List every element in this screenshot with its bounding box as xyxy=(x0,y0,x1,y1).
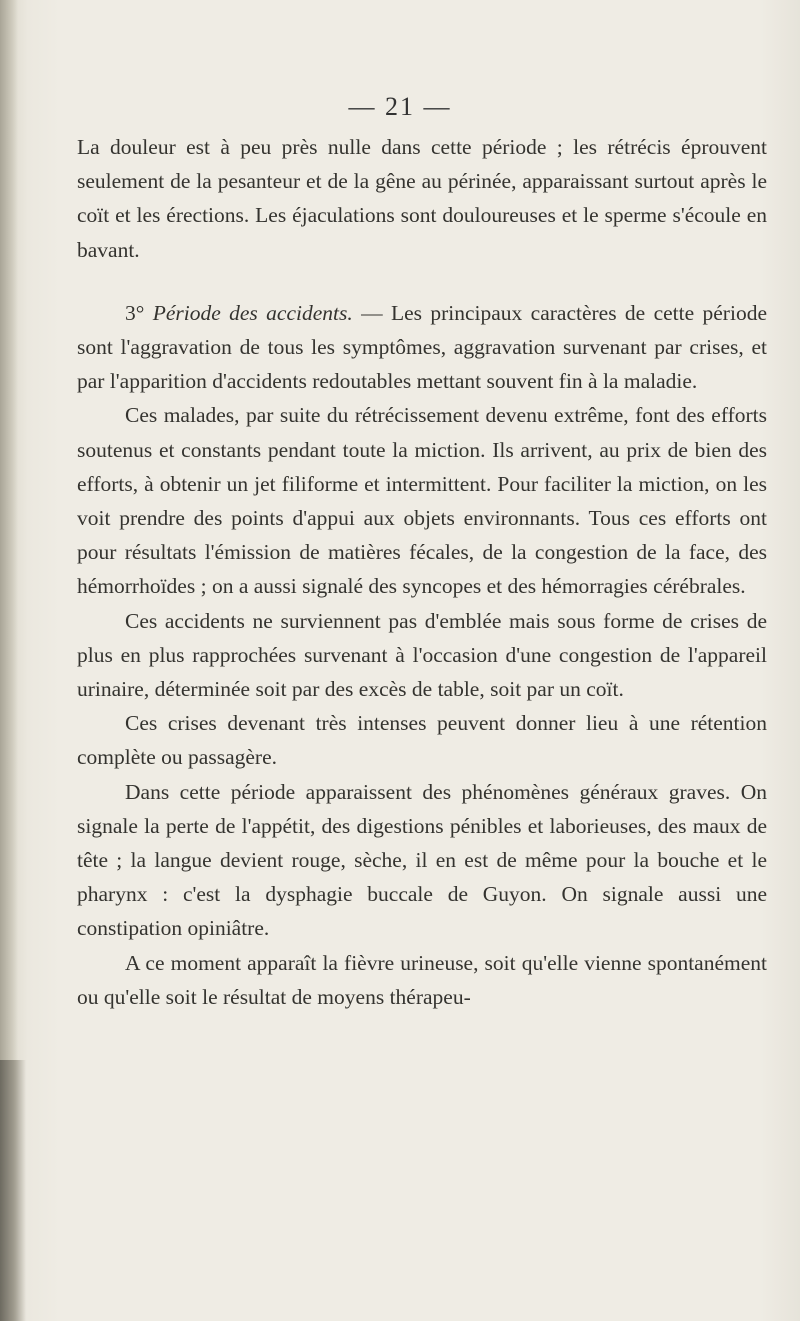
section-text: — Les principaux caractères de cette période sont l'aggravation de tous les symptômes, aggravation survenant par crises, et par l'apparition d'accidents redoutables mettant souvent fin à la maladie. xyxy=(77,300,767,394)
paragraph-4: Ces accidents ne surviennent pas d'emblée mais sous forme de crises de plus en plus rapprochées survenant à l'occasion d'une congestion de l'appareil urinaire, déterminée soit par des excès de table, soit par un coït. xyxy=(77,608,767,702)
section-number: 3° xyxy=(125,300,153,325)
paragraph-5: Ces crises devenant très intenses peuvent donner lieu à une rétention complète ou passagère. xyxy=(77,711,767,770)
paragraph-6: Dans cette période apparaissent des phénomènes généraux graves. On signale la perte de l'appétit, des digestions pénibles et laborieuses, des maux de tête ; la langue devient rouge, sèche, il en est de même pour la bouche et le pharynx : c'est la dysphagie buccale de Guyon. On signale aussi une constipation opiniâtre. xyxy=(77,779,767,941)
body-text xyxy=(77,130,767,1014)
paragraph-1: La douleur est à peu près nulle dans cette période ; les rétrécis éprouvent seulement de la pesanteur et de la gêne au périnée, apparaissant surtout après le coït et les érections. Les éjaculations sont douloureuses et le sperme s'écoule en bavant. xyxy=(77,135,767,262)
paragraph-2 xyxy=(77,296,767,399)
paragraph-7: A ce moment apparaît la fièvre urineuse, soit qu'elle vienne spontanément ou qu'elle soit le résultat de moyens thérapeu- xyxy=(77,950,767,1009)
section-heading: Période des accidents. xyxy=(152,300,353,325)
page-number: — 21 — xyxy=(348,92,452,121)
paragraph-3: Ces malades, par suite du rétrécissement devenu extrême, font des efforts soutenus et constants pendant toute la miction. Ils arrivent, au prix de bien des efforts, à obtenir un jet filiforme et intermittent. Pour faciliter la miction, on les voit prendre des points d'appui aux objets environnants. Tous ces efforts ont pour résultats l'émission de matières fécales, de la congestion de la face, des hémorrhoïdes ; on a aussi signalé des syncopes et des hémorragies cérébrales. xyxy=(77,403,767,599)
binding-shadow-dark xyxy=(0,1060,26,1321)
